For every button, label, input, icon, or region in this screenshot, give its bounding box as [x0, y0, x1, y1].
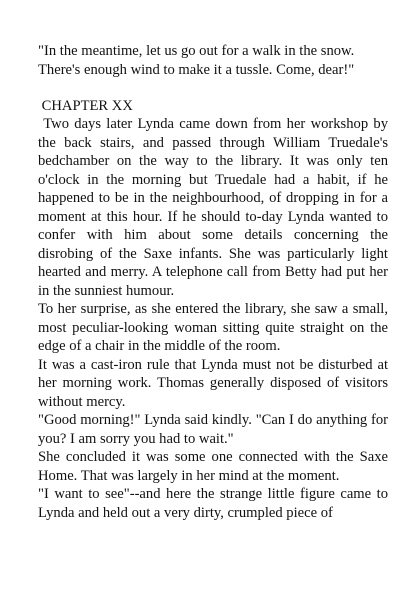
chapter-heading: CHAPTER XX: [38, 98, 133, 114]
opening-paragraph: "In the meantime, let us go out for a walk in the snow. There's enough wind to make it a tussle. Come, dear!": [38, 43, 355, 78]
body-paragraph: It was a cast-iron rule that Lynda must not be disturbed at her morning work. Thomas generally disposed of visitors without mercy.: [38, 356, 388, 410]
body-paragraph: "I want to see"--and here the strange little figure came to Lynda and held out a very dirty, crumpled piece of: [38, 486, 388, 521]
body-paragraph: Two days later Lynda came down from her workshop by the back stairs, and passed through William Truedale's bedchamber on the way to the library. It was only ten o'clock in the morning but Truedale had a habit, if he happened to be in the neighbourhood, of dropping in for a moment at this hour. If he should to-day Lynda wanted to confer with him about some details concerning the disrobing of the Saxe infants. She was particularly light hearted and merry. A telephone call from Betty had put her in the sunniest humour.: [38, 116, 392, 299]
body-paragraph: To her surprise, as she entered the library, she saw a small, most peculiar-looking woman sitting quite straight on the edge of a chair in the middle of the room.: [38, 301, 388, 354]
body-paragraph: "Good morning!" Lynda said kindly. "Can I do anything for you? I am sorry you had to wait.": [38, 412, 388, 447]
body-paragraph: She concluded it was some one connected with the Saxe Home. That was largely in her mind at the moment.: [38, 449, 388, 484]
chapter-body: [38, 115, 392, 522]
